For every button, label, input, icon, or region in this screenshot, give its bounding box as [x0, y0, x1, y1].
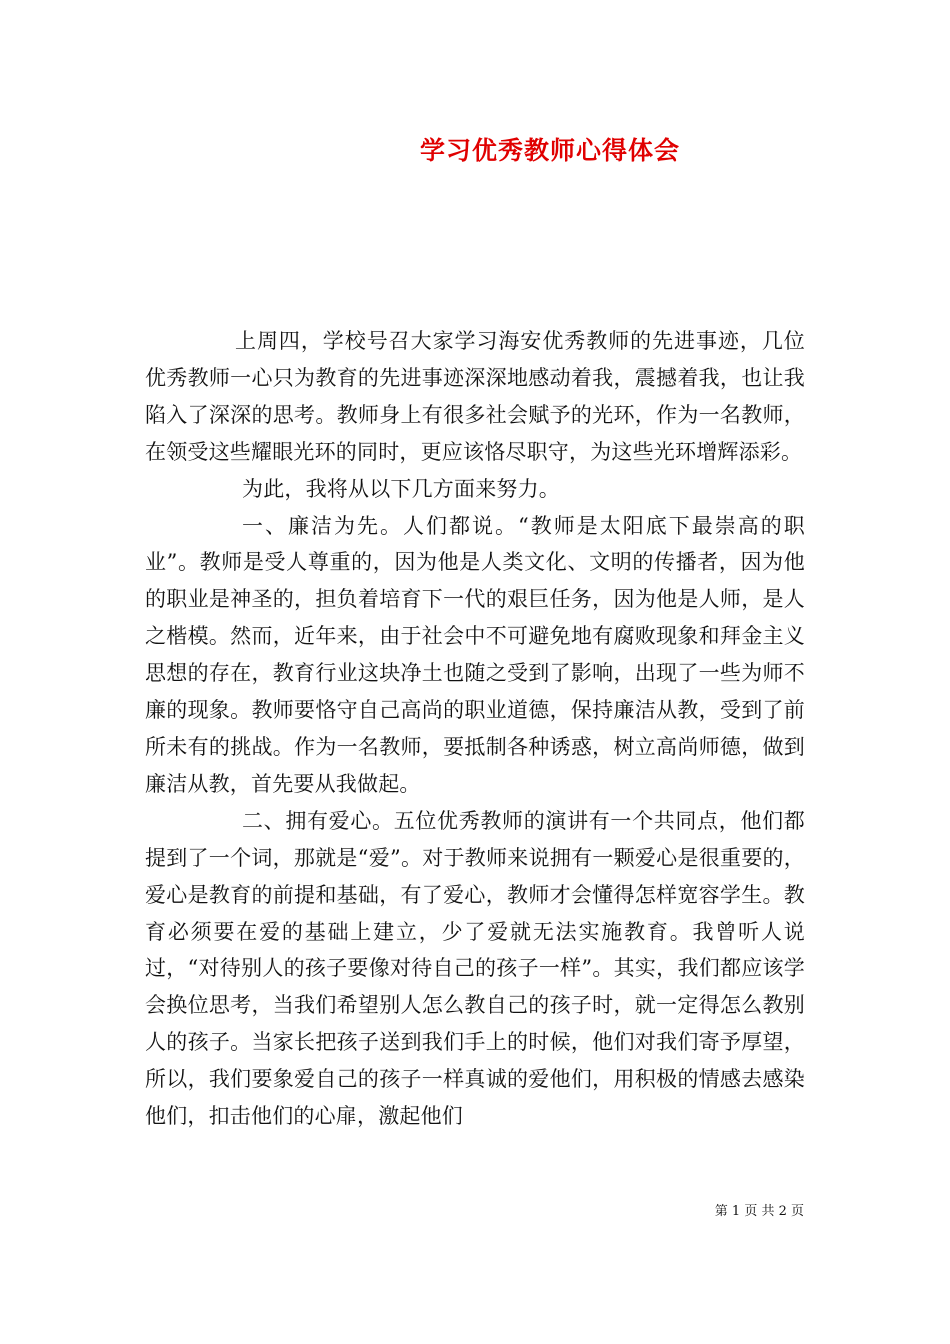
paragraph-integrity: 一、廉洁为先。人们都说。“教师是太阳底下最崇高的职业”。教师是受人尊重的，因为他是人类文化、文明的传播者，因为他的职业是神圣的，担负着培育下一代的艰巨任务，因为他是人师，是人之楷模。然而，近年来，由于社会中不可避免地有腐败现象和拜金主义思想的存在，教育行业这块净土也随之受到了影响，出现了一些为师不廉的现象。教师要恪守自己高尚的职业道德，保持廉洁从教，受到了前所未有的挑战。作为一名教师，要抵制各种诱惑，树立高尚师德，做到廉洁从教，首先要从我做起。	[145, 513, 805, 796]
page-number: 第 1 页 共 2 页	[714, 1204, 804, 1219]
paragraph-love: 二、拥有爱心。五位优秀教师的演讲有一个共同点，他们都提到了一个词，那就是“爱”。对于教师来说拥有一颗爱心是很重要的，爱心是教育的前提和基础，有了爱心，教师才会懂得怎样宽容学生。教育必须要在爱的基础上建立，少了爱就无法实施教育。我曾听人说过，“对待别人的孩子要像对待自己的孩子一样”。其实，我们都应该学会换位思考，当我们希望别人怎么教自己的孩子时，就一定得怎么教别人的孩子。当家长把孩子送到我们手上的时候，他们对我们寄予厚望，所以，我们要象爱自己的孩子一样真诚的爱他们，用积极的情感去感染他们，扣击他们的心扉，激起他们	[145, 808, 805, 1129]
document-title: 学习优秀教师心得体会	[419, 136, 680, 165]
document-body	[145, 323, 805, 1135]
paragraph-plan: 为此，我将从以下几方面来努力。	[242, 476, 560, 501]
paragraph-intro: 上周四，学校号召大家学习海安优秀教师的先进事迹，几位优秀教师一心只为教育的先进事迹深深地感动着我，震撼着我，也让我陷入了深深的思考。教师身上有很多社会赋予的光环，作为一名教师，在领受这些耀眼光环的同时，更应该恪尽职守，为这些光环增辉添彩。	[145, 329, 805, 464]
